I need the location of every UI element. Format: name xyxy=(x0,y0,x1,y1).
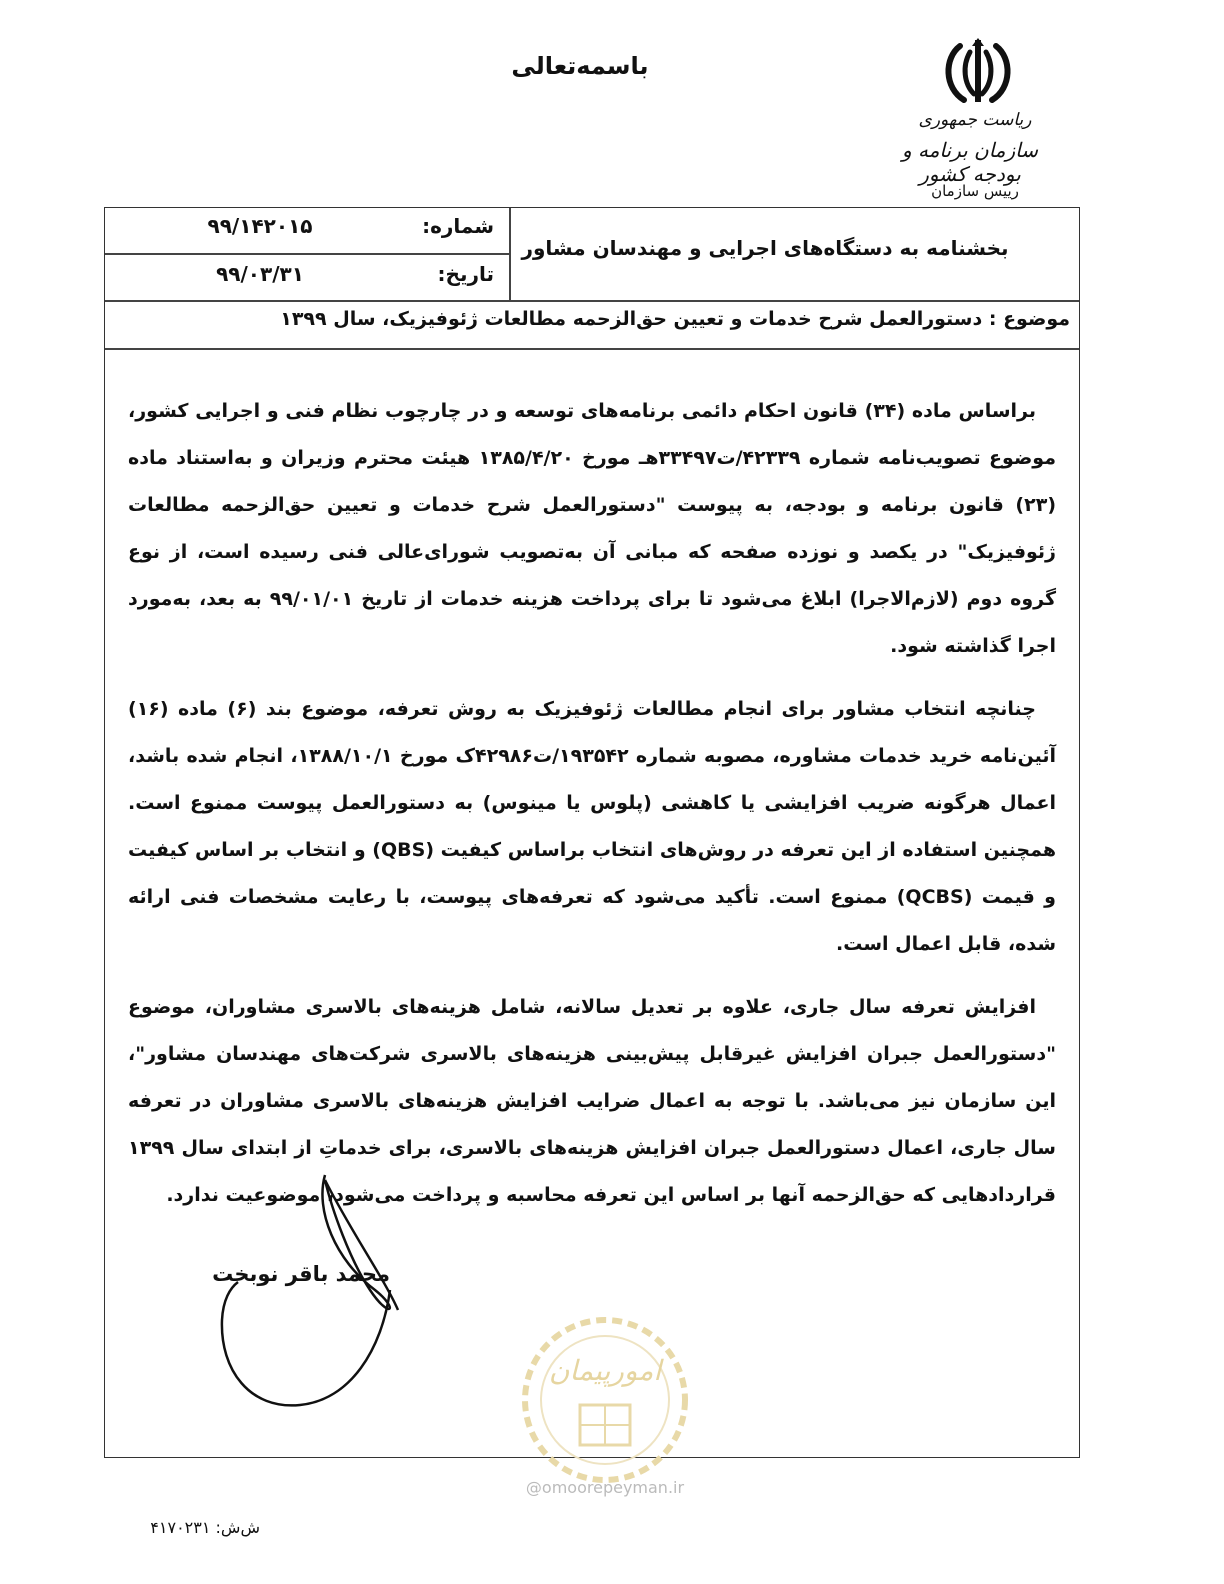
paragraph-3: افزایش تعرفه سال جاری، علاوه بر تعدیل سالانه، شامل هزینه‌های بالاسری مشاوران، موضوع "دستورالعمل جبران افزایش غیرقابل پیش‌بینی هزینه‌های بالاسری شرکت‌های مهندسان مشاور"، این سازمان نیز می‌باشد. با توجه به اعمال ضرایب افزایش هزینه‌های بالاسری مشاوران در تعرفه سال جاری، اعمال دستورالعمل جبران افزایش هزینه‌های بالاسری، برای خدماتِ از ابتدای سال ۱۳۹۹ قراردادهایی که حق‌الزحمه آنها بر اساس این تعرفه محاسبه و پرداخت می‌شود، موضوعیت ندارد. xyxy=(128,996,1056,1206)
signer-name: محمد باقر نوبخت xyxy=(212,1262,390,1286)
number-value: ۹۹/۱۴۲۰۱۵ xyxy=(207,214,313,238)
basmala: باسمه‌تعالی xyxy=(511,52,649,80)
handwritten-signature-icon xyxy=(200,1170,420,1430)
watermark-logo-text: امورپیمان xyxy=(548,1354,662,1387)
subject-line: موضوع : دستورالعمل شرح خدمات و تعیین حق‌الزحمه مطالعات ژئوفیزیک، سال ۱۳۹۹ xyxy=(280,308,1070,330)
divider-header xyxy=(105,300,1079,302)
watermark-logo-icon xyxy=(510,1310,700,1490)
footer-code: ش‌ش: ۴۱۷۰۲۳۱ xyxy=(150,1518,260,1537)
org-role: رییس سازمان xyxy=(931,182,1019,200)
recipient-title: بخشنامه به دستگاه‌های اجرایی و مهندسان مشاور xyxy=(521,236,1009,260)
paragraph-2: چنانچه انتخاب مشاور برای انجام مطالعات ژئوفیزیک به روش تعرفه، موضوع بند (۶) ماده (۱۶) آئین‌نامه خرید خدمات مشاوره، مصوبه شماره ۱۹۳۵۴۲/ت۴۲۹۸۶ک مورخ ۱۳۸۸/۱۰/۱، انجام شده باشد، اعمال هرگونه ضریب افزایشی یا کاهشی (پلوس یا مینوس) به دستورالعمل پیوست ممنوع است. همچنین استفاده از این تعرفه در روش‌های انتخاب براساس کیفیت (QBS) و انتخاب بر اساس کیفیت و قیمت (QCBS) ممنوع است. تأکید می‌شود که تعرفه‌های پیوست، با رعایت مشخصات فنی ارائه شده، قابل اعمال است. xyxy=(128,698,1056,955)
divider-subject xyxy=(105,348,1079,350)
date-label: تاریخ: xyxy=(437,262,494,286)
divider-meta-row xyxy=(105,253,509,255)
number-label: شماره: xyxy=(422,214,494,238)
paragraph-1: براساس ماده (۳۴) قانون احکام دائمی برنامه‌های توسعه و در چارچوب نظام فنی و اجرایی کشور، موضوع تصویب‌نامه شماره ۴۲۳۳۹/ت۳۳۴۹۷هـ مورخ ۱۳۸۵/۴/۲۰ هیئت محترم وزیران و به‌استناد ماده (۲۳) قانون برنامه و بودجه، به پیوست "دستورالعمل شرح خدمات و تعیین حق‌الزحمه مطالعات ژئوفیزیک" در یکصد و نوزده صفحه که مبانی آن به‌تصویب شورای‌عالی فنی رسیده است، از نوع گروه دوم (لازم‌الاجرا) ابلاغ می‌شود تا برای پرداخت هزینه خدمات از تاریخ ۹۹/۰۱/۰۱ به بعد، به‌مورد اجرا گذاشته شود. xyxy=(128,400,1056,657)
org-presidency: ریاست جمهوری xyxy=(918,110,1032,130)
org-name: سازمان برنامه و بودجه کشور xyxy=(901,138,1039,186)
watermark-url: @omoorepeyman.ir xyxy=(525,1478,685,1497)
letter-body xyxy=(128,388,1056,1235)
iran-emblem-icon xyxy=(938,38,1018,108)
date-value: ۹۹/۰۳/۳۱ xyxy=(216,262,304,286)
